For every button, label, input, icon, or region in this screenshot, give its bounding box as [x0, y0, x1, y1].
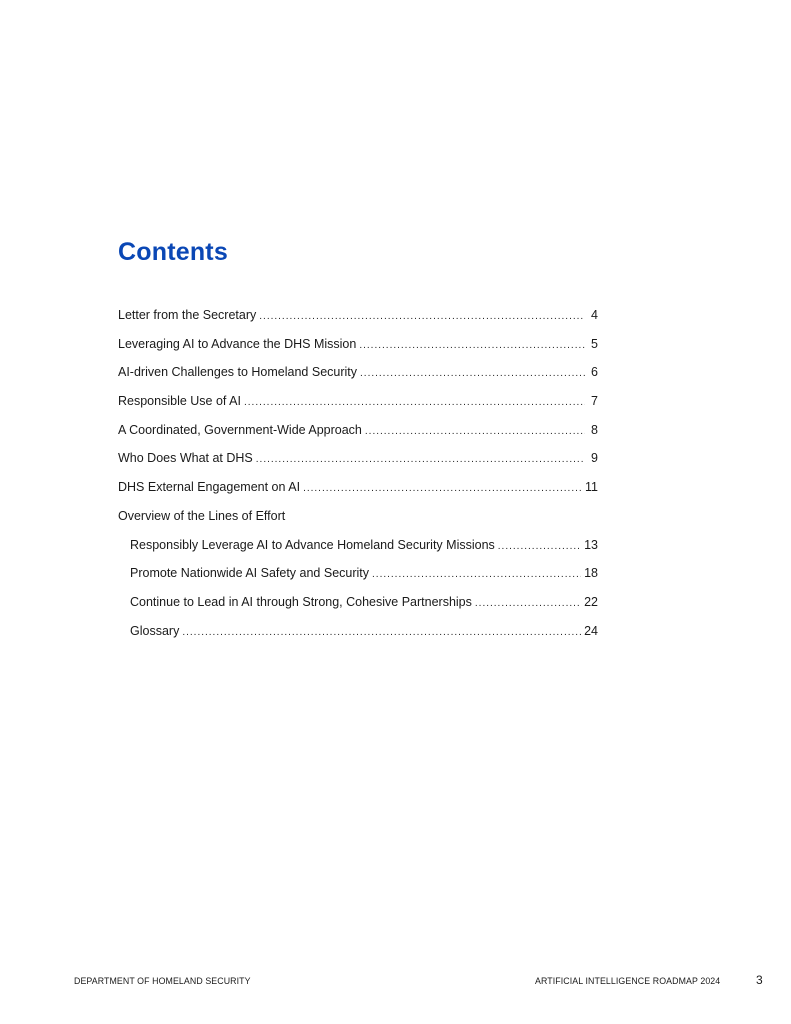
toc-entry-label: Responsible Use of AI	[118, 394, 241, 409]
toc-subentry[interactable]	[130, 537, 598, 566]
toc-leader-dots	[498, 539, 581, 555]
toc-entry-page: 18	[584, 566, 598, 581]
toc-entry-page: 11	[585, 480, 598, 495]
toc-entry[interactable]	[118, 479, 598, 508]
toc-entry-label: Glossary	[130, 623, 180, 638]
toc-entry-page: 8	[591, 422, 598, 437]
toc-entry[interactable]	[118, 450, 598, 479]
toc-entry-label: DHS External Engagement on AI	[118, 480, 301, 495]
toc-leader-dots	[475, 596, 581, 612]
toc-entry-label: Leveraging AI to Advance the DHS Mission	[118, 336, 357, 351]
page-number: 3	[756, 973, 763, 987]
toc-leader-dots	[360, 366, 585, 382]
toc-entry-label: Promote Nationwide AI Safety and Security	[130, 566, 370, 581]
toc-subentry[interactable]	[130, 594, 598, 623]
toc-leader-dots	[359, 338, 585, 354]
toc-entry-label: Who Does What at DHS	[118, 451, 253, 466]
toc-entry[interactable]	[118, 307, 598, 336]
footer-document-title: ARTIFICIAL INTELLIGENCE ROADMAP 2024	[535, 976, 721, 986]
toc-section-heading	[118, 508, 598, 537]
toc-entry-label: Responsibly Leverage AI to Advance Homeland Security Missions	[130, 537, 495, 552]
toc-entry-page: 13	[584, 537, 598, 552]
toc-entry-label: Continue to Lead in AI through Strong, Cohesive Partnerships	[130, 594, 472, 609]
toc-entry[interactable]	[118, 422, 598, 451]
footer-department: DEPARTMENT OF HOMELAND SECURITY	[74, 976, 251, 986]
toc-leader-dots	[182, 625, 581, 641]
toc-entry-page: 9	[591, 451, 598, 466]
toc-entry-page: 7	[591, 394, 598, 409]
toc-entry-page: 6	[591, 365, 598, 380]
toc-entry[interactable]	[118, 364, 598, 393]
toc-entry[interactable]	[118, 336, 598, 365]
toc-subentry[interactable]	[130, 623, 598, 652]
toc-entry-label: A Coordinated, Government-Wide Approach	[118, 422, 362, 437]
table-of-contents	[118, 307, 598, 651]
toc-entry-label: AI-driven Challenges to Homeland Security	[118, 365, 358, 380]
toc-entry-page: 4	[591, 308, 598, 322]
toc-leader-dots	[372, 567, 581, 583]
toc-subentry[interactable]	[130, 565, 598, 594]
toc-entry[interactable]	[118, 393, 598, 422]
toc-leader-dots	[365, 424, 585, 440]
toc-entry-page: 22	[584, 594, 598, 609]
toc-leader-dots	[244, 395, 585, 411]
toc-entry-page: 5	[591, 336, 598, 351]
toc-section-label: Overview of the Lines of Effort	[118, 508, 286, 523]
toc-entry-page: 24	[584, 623, 598, 638]
toc-entry-label: Letter from the Secretary	[118, 308, 257, 322]
toc-leader-dots	[259, 309, 585, 325]
toc-leader-dots	[303, 481, 582, 497]
toc-leader-dots	[256, 452, 585, 468]
page-title: Contents	[118, 238, 228, 266]
